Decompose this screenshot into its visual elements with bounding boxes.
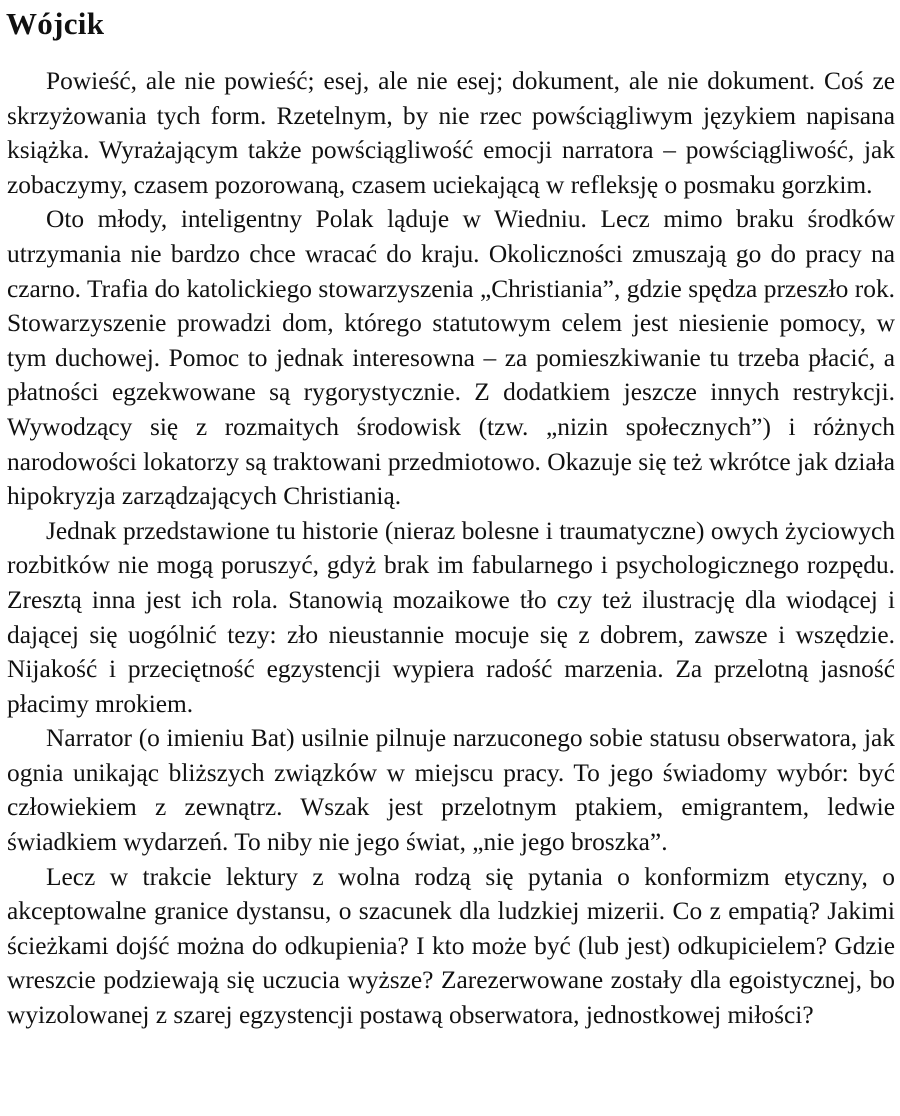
article-title: Wójcik — [6, 6, 105, 41]
paragraph-5: Lecz w trakcie lektury z wolna rodzą się pytania o konformizm etyczny, o akceptowalne granice dystansu, o szacunek dla ludzkiej mizerii. Co z empatią? Jakimi ścieżkami dojść można do odkupienia? I kto może być (lub jest) odkupicielem? Gdzie wreszcie podziewają się uczucia wyższe? Zarezerwowane zostały dla egoistycznej, bo wyizolowanej z szarej egzystencji postawą obserwatora, jednostkowej miłości? — [7, 862, 895, 1030]
paragraph-3: Jednak przedstawione tu historie (nieraz bolesne i traumatyczne) owych życiowych rozbitków nie mogą poruszyć, gdyż brak im fabularnego i psychologicznego rozpędu. Zresztą inna jest ich rola. Stanowią mozaikowe tło czy też ilustrację dla wiodącej i dającej się uogólnić tezy: zło nieustannie mocuje się z dobrem, zawsze i wszędzie. Nijakość i przeciętność egzystencji wypiera radość marzenia. Za przelotną jasność płacimy mrokiem. — [7, 516, 895, 718]
article-body — [7, 64, 895, 1033]
paragraph-2: Oto młody, inteligentny Polak ląduje w Wiedniu. Lecz mimo braku środków utrzymania nie bardzo chce wracać do kraju. Okoliczności zmuszają go do pracy na czarno. Trafia do katolickiego stowarzyszenia „Christiania”, gdzie spędza przeszło rok. Stowarzyszenie prowadzi dom, którego statutowym celem jest niesienie pomocy, w tym duchowej. Pomoc to jednak interesowna – za pomieszkiwanie tu trzeba płacić, a płatności egzekwowane są rygorystycznie. Z dodatkiem jeszcze innych restrykcji. Wywodzący się z rozmaitych środowisk (tzw. „nizin społecznych”) i różnych narodowości lokatorzy są traktowani przedmiotowo. Okazuje się też wkrótce jak działa hipokryzja zarządzających Christianią. — [7, 205, 895, 511]
paragraph-4: Narrator (o imieniu Bat) usilnie pilnuje narzuconego sobie statusu obserwatora, jak ognia unikając bliższych związków w miejscu pracy. To jego świadomy wybór: być człowiekiem z zewnątrz. Wszak jest przelotnym ptakiem, emigrantem, ledwie świadkiem wydarzeń. To niby nie jego świat, „nie jego broszka”. — [7, 724, 895, 857]
paragraph-1: Powieść, ale nie powieść; esej, ale nie esej; dokument, ale nie dokument. Coś ze skrzyżowania tych form. Rzetelnym, by nie rzec powściągliwym językiem napisana książka. Wyrażającym także powściągliwość emocji narratora – powściągliwość, jak zobaczymy, czasem pozorowaną, czasem uciekającą w refleksję o posmaku gorzkim. — [7, 67, 895, 199]
